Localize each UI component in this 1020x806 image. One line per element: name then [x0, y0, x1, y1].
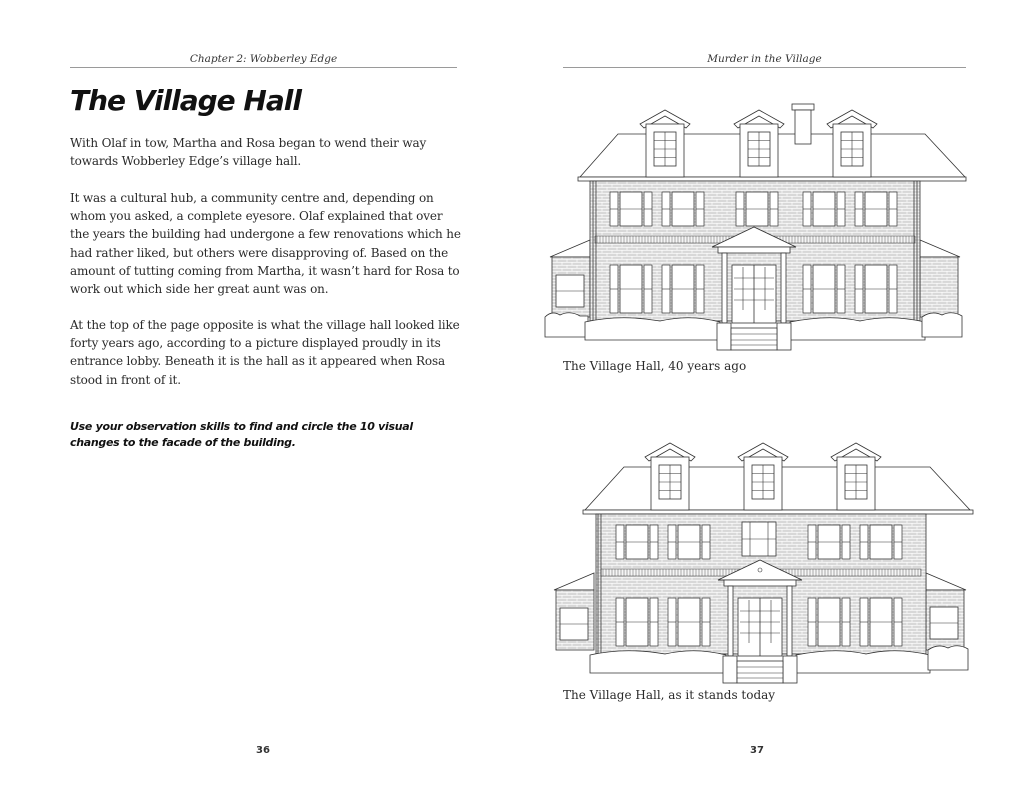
- village-hall-past-illustration: [540, 100, 980, 352]
- header-rule: [563, 67, 966, 68]
- paragraph-3: At the top of the page opposite is what the village hall looked like forty years ago, according to a picture displayed proudly in its entrance lobby. Beneath it is the hall as it appeared when Rosa stood in front of it.: [70, 318, 460, 387]
- running-head-chapter: Chapter 2: Wobberley Edge: [189, 53, 338, 65]
- page-title: The Village Hall: [70, 84, 301, 117]
- village-hall-today-illustration: [540, 433, 980, 685]
- page-number-right: 37: [750, 745, 764, 756]
- header-rule: [70, 67, 457, 68]
- running-head-book: Murder in the Village: [707, 53, 822, 65]
- caption-past: The Village Hall, 40 years ago: [563, 359, 747, 373]
- page-number-left: 36: [256, 745, 270, 756]
- right-page: [510, 0, 1020, 806]
- caption-today: The Village Hall, as it stands today: [563, 688, 776, 702]
- puzzle-instruction: Use your observation skills to find and circle the 10 visual changes to the facade of the building.: [70, 420, 413, 449]
- paragraph-2: It was a cultural hub, a community centre and, depending on whom you asked, a complete eyesore. Olaf explained that over the years the building had undergone a few renovations which he had rather liked, but others were disapproving of. Based on the amount of tutting coming from Martha, it wasn’t hard for Rosa to work out which side her great aunt was on.: [70, 191, 461, 297]
- paragraph-1: With Olaf in tow, Martha and Rosa began to wend their way towards Wobberley Edge’s village hall.: [70, 136, 427, 169]
